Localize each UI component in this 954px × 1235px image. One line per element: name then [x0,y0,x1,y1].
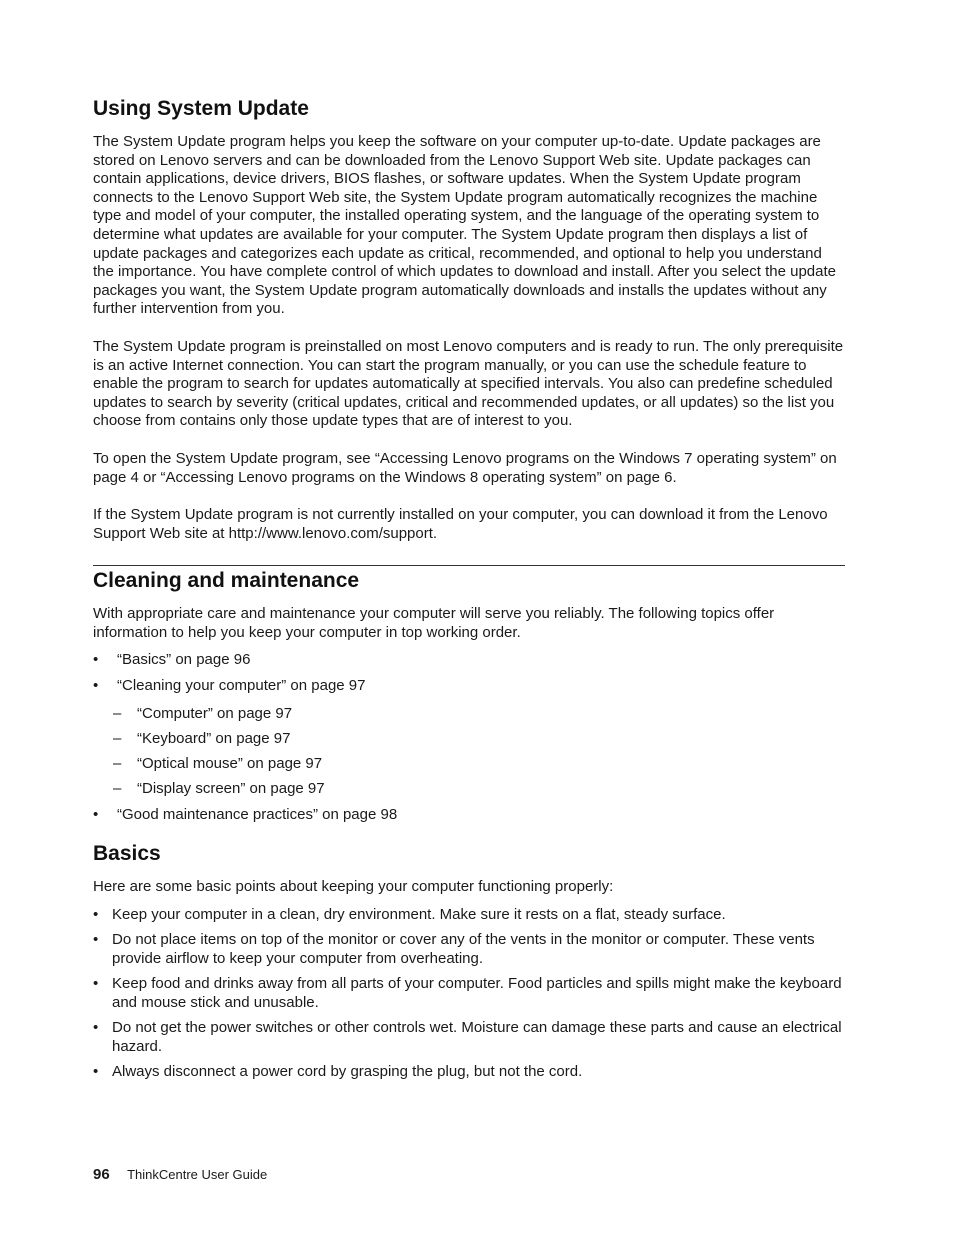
page-number: 96 [93,1166,110,1183]
paragraph: The System Update program is preinstalled on most Lenovo computers and is ready to run. The only prerequisite is an active Internet connection. You can start the program manually, or you can use the schedule feature to enable the program to search for updates automatically at specified intervals. You also can predefine scheduled updates to search by severity (critical updates, critical and recommended updates, or all updates) so the list you choose from contains only those update types that are of interest to you. [93,338,844,430]
list-item-text: Do not get the power switches or other controls wet. Moisture can damage these parts and cause an electrical hazard. [112,1019,842,1055]
bullet-marker: • [93,906,99,923]
paragraph: Here are some basic points about keeping your computer functioning properly: [93,878,614,895]
link-basics[interactable]: “Basics” on page 96 [117,651,251,668]
paragraph: The System Update program helps you keep the software on your computer up-to-date. Update packages are stored on Lenovo servers and can be downloaded from the Lenovo Support Web site. Update packages can contain applications, device drivers, BIOS flashes, or software updates. When the System Update program connects to the Lenovo Support Web site, the System Update program automatically recognizes the machine type and model of your computer, the installed operating system, and the language of the operating system to determine what updates are available for your computer. The System Update program then displays a list of update packages and categorizes each update as critical, recommended, and optional to help you understand the importance. You have complete control of which updates to download and install. After you select the update packages you want, the System Update program automatically downloads and installs the updates without any further intervention from you. [93,133,836,318]
link-good-maintenance[interactable]: “Good maintenance practices” on page 98 [117,806,398,823]
bullet-marker: • [93,1019,99,1036]
list-item-text: Always disconnect a power cord by grasping the plug, but not the cord. [112,1063,583,1080]
paragraph: If the System Update program is not currently installed on your computer, you can download it from the Lenovo Support Web site at http://www.lenovo.com/support. [93,506,828,542]
bullet-marker: • [93,806,99,823]
dash-marker: – [113,755,122,772]
section-heading-basics: Basics [93,842,161,865]
link-display-screen[interactable]: “Display screen” on page 97 [137,780,325,797]
dash-marker: – [113,730,122,747]
list-item-text: Keep food and drinks away from all parts of your computer. Food particles and spills might make the keyboard and mouse stick and unusable. [112,975,842,1011]
dash-marker: – [113,780,122,797]
document-title: ThinkCentre User Guide [127,1167,268,1182]
bullet-marker: • [93,651,99,668]
section-heading-cleaning: Cleaning and maintenance [93,569,360,592]
link-keyboard[interactable]: “Keyboard” on page 97 [137,730,291,747]
dash-marker: – [113,705,122,722]
page-footer [93,1166,267,1183]
list-item-text: Keep your computer in a clean, dry environment. Make sure it rests on a flat, steady surface. [112,906,726,923]
section-heading-system-update: Using System Update [93,97,309,120]
bullet-marker: • [93,677,99,694]
section-divider [93,565,845,566]
link-computer[interactable]: “Computer” on page 97 [137,705,293,722]
bullet-marker: • [93,975,99,992]
bullet-marker: • [93,1063,99,1080]
link-optical-mouse[interactable]: “Optical mouse” on page 97 [137,755,323,772]
list-item-text: Do not place items on top of the monitor or cover any of the vents in the monitor or computer. These vents provide airflow to keep your computer from overheating. [112,931,815,967]
link-cleaning-your-computer[interactable]: “Cleaning your computer” on page 97 [117,677,366,694]
bullet-marker: • [93,931,99,948]
paragraph: To open the System Update program, see “Accessing Lenovo programs on the Windows 7 operating system” on page 4 or “Accessing Lenovo programs on the Windows 8 operating system” on page 6. [93,450,837,486]
paragraph: With appropriate care and maintenance your computer will serve you reliably. The following topics offer information to help you keep your computer in top working order. [93,605,775,641]
